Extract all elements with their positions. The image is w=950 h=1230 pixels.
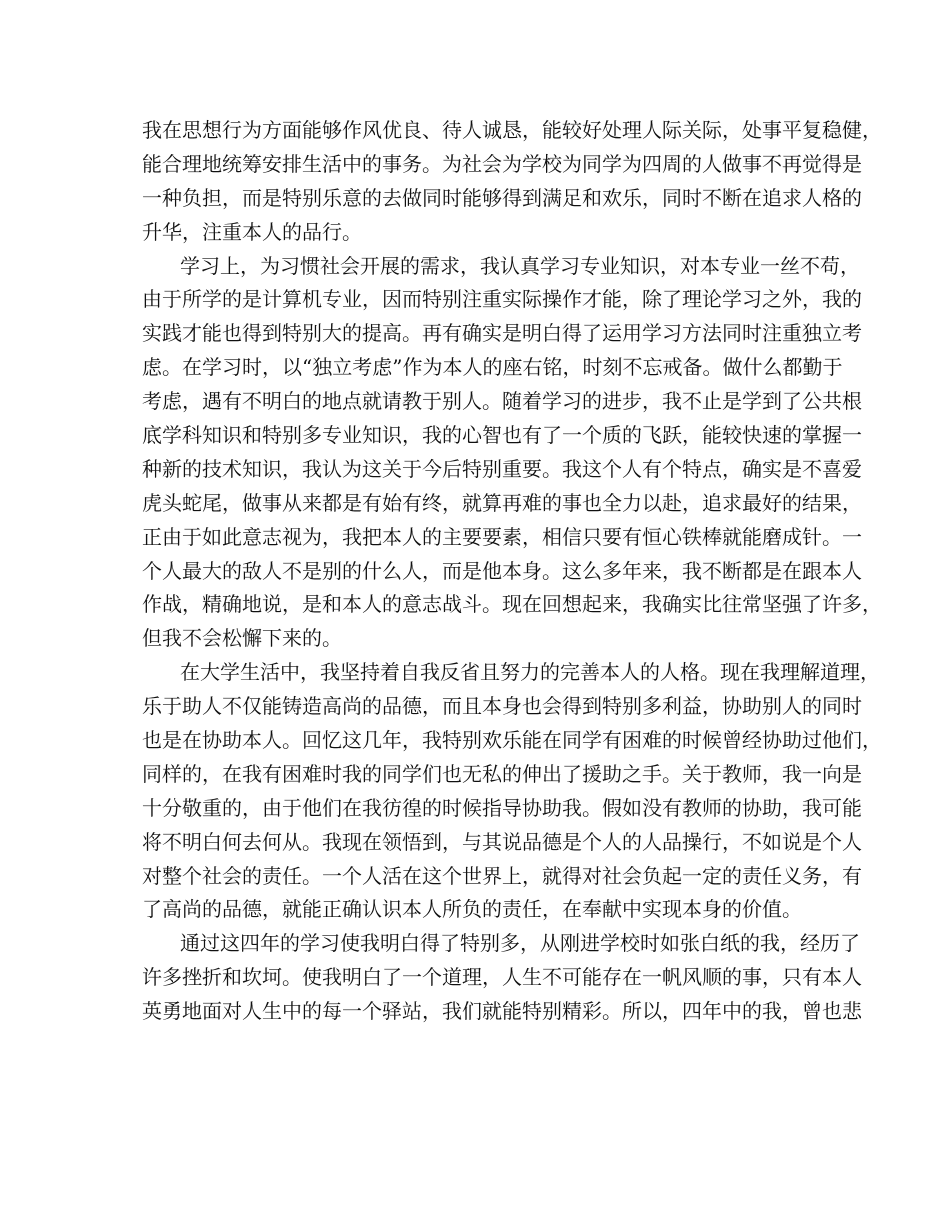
text-line: 底学科知识和特别多专业知识，我的心智也有了一个质的飞跃，能较快速的掌握一	[142, 423, 862, 448]
document-body	[142, 114, 882, 1029]
text-line: 十分敬重的，由于他们在我彷徨的时候指导协助我。假如没有教师的协助，我可能	[142, 795, 862, 820]
text-line: 将不明白何去何从。我现在领悟到，与其说品德是个人的人品操行，不如说是个人	[142, 829, 862, 854]
text-line: 许多挫折和坎坷。使我明白了一个道理，人生不可能存在一帆风顺的事，只有本人	[142, 965, 862, 990]
text-line: 由于所学的是计算机专业，因而特别注重实际操作才能，除了理论学习之外，我的	[142, 287, 862, 312]
text-line: 个人最大的敌人不是别的什么人，而是他本身。这么多年来，我不断都是在跟本人	[142, 558, 862, 583]
text-line: 我在思想行为方面能够作风优良、待人诚恳，能较好处理人际关际，处事平复稳健，	[142, 118, 882, 142]
text-line: 虑。在学习时，以“独立考虑”作为本人的座右铭，时刻不忘戒备。做什么都勤于	[142, 355, 843, 380]
text-line: 对整个社会的责任。一个人活在这个世界上，就得对社会负起一定的责任义务，有	[142, 863, 862, 888]
text-line: 同样的，在我有困难时我的同学们也无私的伸出了援助之手。关于教师，我一向是	[142, 761, 862, 786]
text-line: 虎头蛇尾，做事从来都是有始有终，就算再难的事也全力以赴，追求最好的结果，	[142, 490, 862, 515]
text-line: 考虑，遇有不明白的地点就请教于别人。随着学习的进步，我不止是学到了公共根	[142, 389, 862, 414]
paragraph-first-line: 学习上，为习惯社会开展的需求，我认真学习专业知识，对本专业一丝不苟，	[180, 253, 860, 278]
text-line: 但我不会松懈下来的。	[142, 626, 342, 651]
text-line: 乐于助人不仅能铸造高尚的品德，而且本身也会得到特别多利益，协助别人的同时	[142, 694, 862, 719]
text-line: 一种负担，而是特别乐意的去做同时能够得到满足和欢乐，同时不断在追求人格的	[142, 185, 862, 210]
text-line: 正由于如此意志视为，我把本人的主要要素，相信只要有恒心铁棒就能磨成针。一	[142, 524, 862, 549]
text-line: 能合理地统筹安排生活中的事务。为社会为学校为同学为四周的人做事不再觉得是	[142, 151, 862, 176]
text-line: 升华，注重本人的品行。	[142, 219, 362, 244]
text-line: 英勇地面对人生中的每一个驿站，我们就能特别精彩。所以，四年中的我，曾也悲	[142, 999, 862, 1024]
text-line: 作战，精确地说，是和本人的意志战斗。现在回想起来，我确实比往常坚强了许多，	[142, 592, 882, 617]
text-line: 实践才能也得到特别大的提高。再有确实是明白得了运用学习方法同时注重独立考	[142, 321, 862, 346]
paragraph-first-line: 通过这四年的学习使我明白得了特别多，从刚进学校时如张白纸的我，经历了	[180, 931, 860, 956]
paragraph-first-line: 在大学生活中，我坚持着自我反省且努力的完善本人的人格。现在我理解道理，	[180, 660, 880, 685]
text-line: 种新的技术知识，我认为这关于今后特别重要。我这个人有个特点，确实是不喜爱	[142, 456, 862, 481]
text-line: 了高尚的品德，就能正确认识本人所负的责任，在奉献中实现本身的价值。	[142, 897, 802, 922]
text-line: 也是在协助本人。回忆这几年，我特别欢乐能在同学有困难的时候曾经协助过他们，	[142, 728, 882, 753]
